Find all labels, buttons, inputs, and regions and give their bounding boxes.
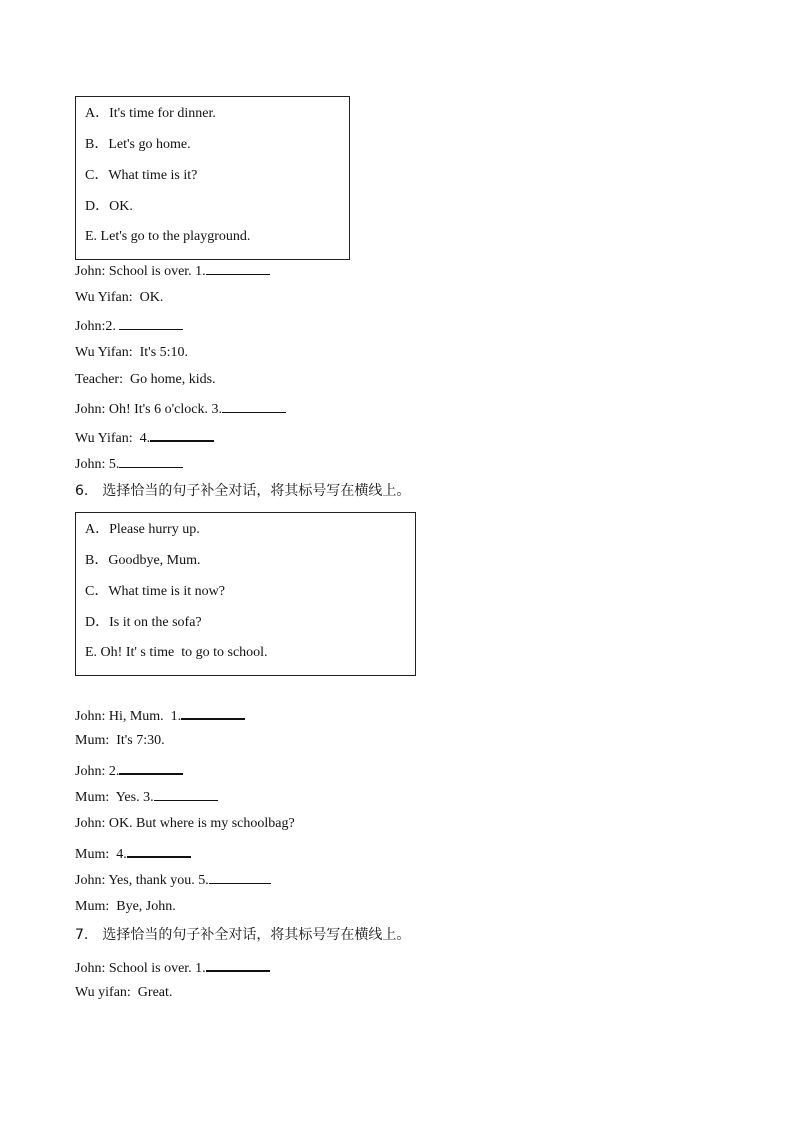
dialogue-line (75, 400, 286, 418)
dialogue-line (75, 788, 218, 806)
dialogue-line (75, 290, 163, 306)
dialogue-text: John: Hi, Mum. 1. (75, 709, 182, 724)
options-box-2 (75, 512, 416, 676)
answer-blank[interactable] (119, 761, 183, 775)
answer-blank[interactable] (154, 788, 218, 801)
option-e: E. Let's go to the playground. (85, 229, 251, 244)
dialogue-text: John: 5. (75, 457, 120, 472)
dialogue-line (75, 844, 191, 863)
dialogue-line (75, 428, 214, 447)
answer-blank[interactable] (181, 706, 245, 720)
option-d: D．OK. (85, 199, 133, 214)
options-box-1 (75, 96, 350, 260)
dialogue-line (75, 317, 183, 335)
dialogue-line (75, 345, 188, 361)
answer-blank[interactable] (222, 400, 286, 413)
dialogue-line (75, 706, 245, 725)
option-e: E. Oh! It' s time to go to school. (85, 645, 268, 660)
answer-blank[interactable] (209, 871, 271, 884)
option-c: C．What time is it? (85, 168, 198, 183)
dialogue-line (75, 871, 271, 889)
answer-blank[interactable] (150, 428, 214, 442)
dialogue-text: John: Yes, thank you. 5. (75, 873, 209, 888)
dialogue-text: Mum: It's 7:30. (75, 733, 165, 748)
dialogue-line (75, 262, 270, 280)
option-d: D．Is it on the sofa? (85, 615, 202, 630)
dialogue-line (75, 958, 270, 977)
dialogue-line (75, 372, 216, 388)
dialogue-text: Wu Yifan: 4. (75, 431, 151, 446)
dialogue-text: John: 2. (75, 764, 120, 779)
dialogue-line (75, 899, 176, 915)
answer-blank[interactable] (119, 317, 183, 330)
option-c: C．What time is it now? (85, 584, 225, 599)
dialogue-text: Wu yifan: Great. (75, 985, 173, 1000)
dialogue-line (75, 761, 183, 780)
option-a: A．Please hurry up. (85, 522, 200, 537)
dialogue-line (75, 733, 165, 749)
dialogue-text: Mum: Bye, John. (75, 899, 176, 914)
answer-blank[interactable] (127, 844, 191, 858)
dialogue-text: Wu Yifan: OK. (75, 290, 164, 305)
dialogue-text: John: School is over. 1. (75, 961, 206, 976)
option-b: B．Goodbye, Mum. (85, 553, 201, 568)
dialogue-text: Wu Yifan: It's 5:10. (75, 345, 189, 360)
option-a: A．It's time for dinner. (85, 106, 216, 121)
dialogue-text: John: OK. But where is my schoolbag? (75, 816, 295, 831)
dialogue-line (75, 455, 183, 473)
dialogue-text: Mum: Yes. 3. (75, 790, 154, 805)
answer-blank[interactable] (206, 958, 270, 972)
option-b: B．Let's go home. (85, 137, 191, 152)
answer-blank[interactable] (119, 455, 183, 468)
dialogue-text: John:2. (75, 319, 120, 334)
dialogue-text: John: School is over. 1. (75, 264, 206, 279)
dialogue-text: John: Oh! It's 6 o'clock. 3. (75, 402, 222, 417)
dialogue-line (75, 985, 172, 1001)
question-heading: 6. 选择恰当的句子补全对话，将其标号写在横线上。 (75, 483, 411, 499)
dialogue-text: Mum: 4. (75, 847, 127, 862)
dialogue-text: Teacher: Go home, kids. (75, 372, 216, 387)
question-heading: 7. 选择恰当的句子补全对话，将其标号写在横线上。 (75, 927, 411, 943)
answer-blank[interactable] (206, 262, 270, 275)
dialogue-line (75, 816, 295, 832)
